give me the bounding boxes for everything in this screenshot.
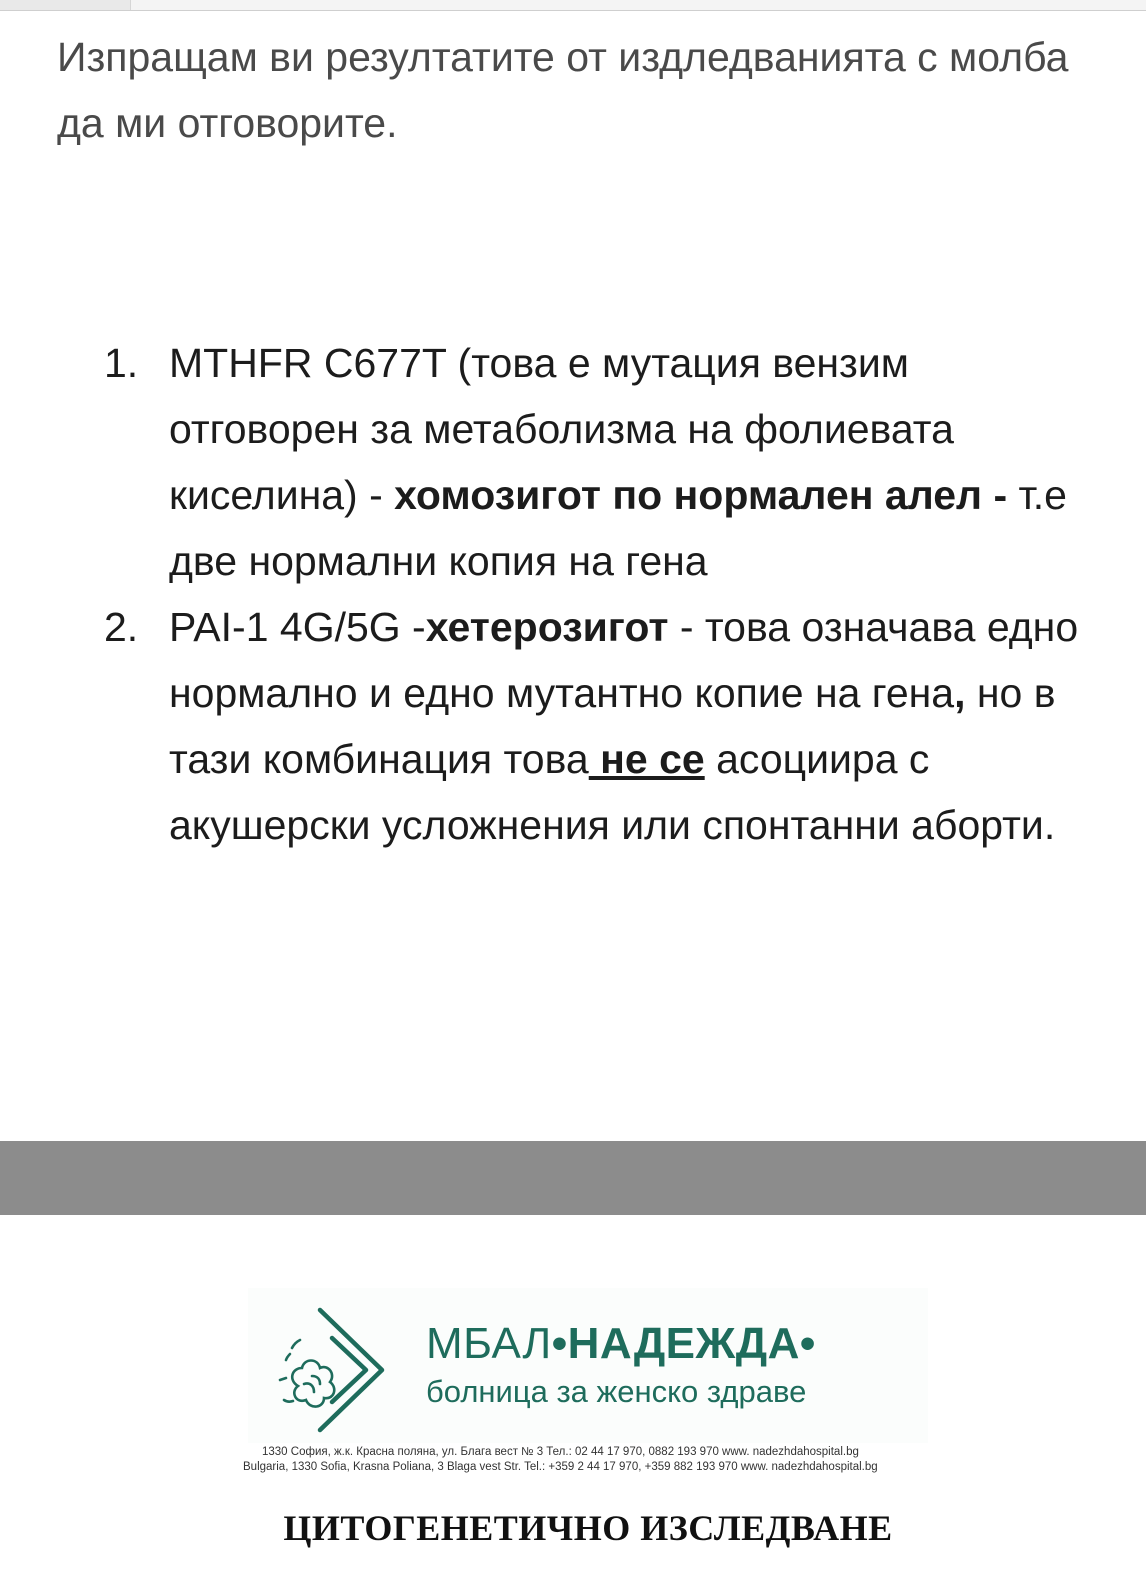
result-comma: , xyxy=(954,670,966,716)
brand-dot: • xyxy=(551,1319,568,1368)
gray-band xyxy=(0,1141,1146,1215)
letterhead xyxy=(248,1288,928,1443)
address-english: Bulgaria, 1330 Sofia, Krasna Poliana, 3 Blaga vest Str. Tel.: +359 2 44 17 970, +359 882 193 970 www. nadezhdahospital.bg xyxy=(243,1461,878,1473)
list-number: 1. xyxy=(104,340,139,386)
brand-tagline: болница за женско здраве xyxy=(426,1374,807,1409)
result-bold: хетерозигот xyxy=(425,604,669,650)
result-bold: хомозигот по нормален алел - xyxy=(394,472,1019,518)
result-text-after: асоциира с акушерски усложнения или спонтанни аборти. xyxy=(169,736,1056,848)
top-border xyxy=(0,0,1146,11)
result-text: MTHFR C677T (това е мутация вензим отговорен за метаболизма на фолиевата киселина) - xyxy=(169,340,954,518)
results-list xyxy=(104,330,1089,858)
result-text-after: т.е две нормални копия на гена xyxy=(169,472,1067,584)
intro-message: Изпращам ви резултатите от издледванията с молба да ми отговорите. xyxy=(57,34,1069,146)
brand-name xyxy=(426,1318,816,1370)
top-tab xyxy=(0,0,131,10)
list-number: 2. xyxy=(104,604,139,650)
brand-prefix: МБАЛ xyxy=(426,1319,552,1368)
result-underlined: не се xyxy=(588,736,705,782)
document-title: ЦИТОГЕНЕТИЧНО ИЗСЛЕДВАНЕ xyxy=(283,1508,893,1548)
list-item xyxy=(104,594,1089,858)
result-text: PAI-1 4G/5G - xyxy=(169,604,426,650)
address-bulgarian: 1330 София, ж.к. Красна поляна, ул. Блага вест № 3 Тел.: 02 44 17 970, 0882 193 970 www. nadezhdahospital.bg xyxy=(262,1446,859,1458)
brand-title: НАДЕЖДА xyxy=(567,1319,800,1368)
result-text-mid2: но в тази комбинация това xyxy=(169,670,1056,782)
hospital-logo-icon xyxy=(262,1298,392,1438)
brand-dot-end: • xyxy=(799,1319,816,1368)
list-item xyxy=(104,330,1089,594)
result-text-mid: - това означава едно нормално и едно мутантно копие на гена xyxy=(169,604,1079,716)
